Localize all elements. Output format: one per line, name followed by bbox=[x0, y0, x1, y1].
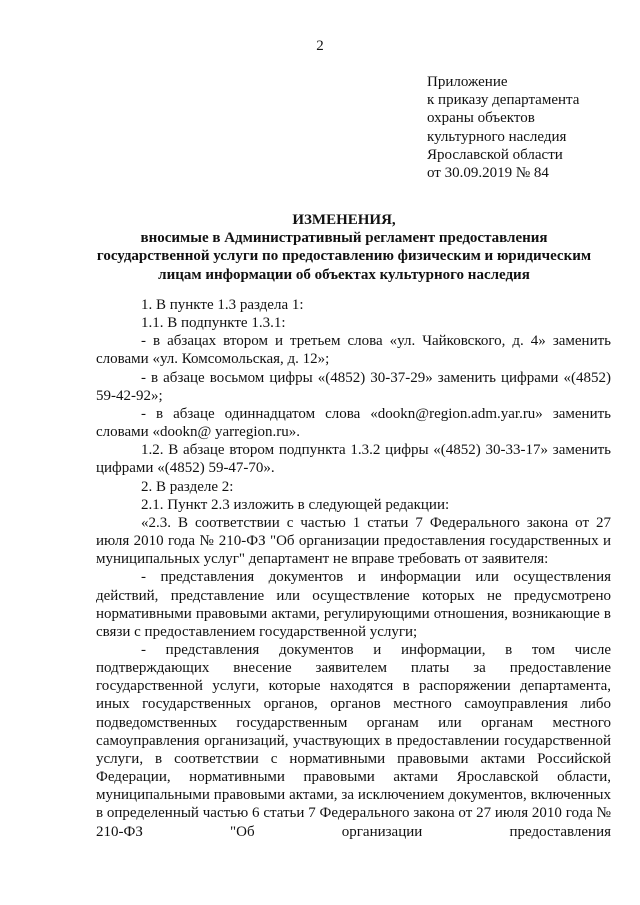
appendix-line: охраны объектов bbox=[427, 110, 535, 127]
heading-subtitle-line: лицам информации об объектах культурного наследия bbox=[158, 266, 530, 283]
appendix-line: Приложение bbox=[427, 74, 508, 90]
heading-subtitle-line: вносимые в Административный регламент предоставления bbox=[140, 230, 548, 247]
heading-subtitle-line: государственной услуги по предоставлению физическим и юридическим bbox=[96, 248, 592, 265]
appendix-block bbox=[427, 73, 627, 182]
paragraph: 1.2. В абзаце втором подпункта 1.3.2 цифры «(4852) 30-33-17» заменить цифрами «(4852) 59-47-70». bbox=[96, 442, 611, 477]
paragraph: - в абзацах втором и третьем слова «ул. Чайковского, д. 4» заменить словами «ул. Комсомольская, д. 12»; bbox=[96, 333, 611, 368]
paragraph: 2. В разделе 2: bbox=[141, 478, 234, 495]
page-number: 2 bbox=[316, 38, 324, 54]
appendix-line: Ярославской области bbox=[427, 146, 563, 163]
document-body bbox=[96, 296, 611, 841]
paragraph: - в абзаце одиннадцатом слова «dookn@region.adm.yar.ru» заменить словами «dookn@ yarregion.ru». bbox=[96, 405, 611, 441]
appendix-line: к приказу департамента bbox=[427, 92, 580, 109]
paragraph: - в абзаце восьмом цифры «(4852) 30-37-29» заменить цифрами «(4852) 59-42-92»; bbox=[96, 369, 611, 404]
paragraph: - представления документов и информации, в том числе подтверждающих внесение заявителем платы за предоставление государственной услуги, которые находятся в распоряжении департамента, иных государственных органов, органов местного самоуправления либо подведомственных государственным органам или органам местного самоуправления организаций, участвующих в предоставлении государственной услуги, в соответствии с нормативными правовыми актами Российской Федерации, нормативными правовыми актами Ярославской области, муниципальными правовыми актами, за исключением документов, включенных в определенный частью 6 статьи 7 Федерального закона от 27 июля 2010 года № 210-ФЗ "Об организации предоставления bbox=[96, 641, 611, 840]
paragraph: - представления документов и информации или осуществления действий, представление или осуществление которых не предусмотрено нормативными правовыми актами, регулирующими отношения, возникающие в связи с предоставлением государственной услуги; bbox=[96, 569, 611, 640]
paragraph: «2.3. В соответствии с частью 1 статьи 7 Федерального закона от 27 июля 2010 года № 210-ФЗ "Об организации предоставления государственных и муниципальных услуг" департамент не вправе требовать от заявителя: bbox=[96, 514, 611, 568]
heading-title: ИЗМЕНЕНИЯ, bbox=[292, 212, 396, 228]
document-heading bbox=[96, 211, 592, 284]
paragraph: 2.1. Пункт 2.3 изложить в следующей редакции: bbox=[141, 496, 450, 513]
paragraph: 1.1. В подпункте 1.3.1: bbox=[141, 315, 286, 332]
appendix-line: культурного наследия bbox=[427, 128, 567, 145]
paragraph: 1. В пункте 1.3 раздела 1: bbox=[141, 297, 304, 313]
appendix-line: от 30.09.2019 № 84 bbox=[427, 165, 549, 182]
